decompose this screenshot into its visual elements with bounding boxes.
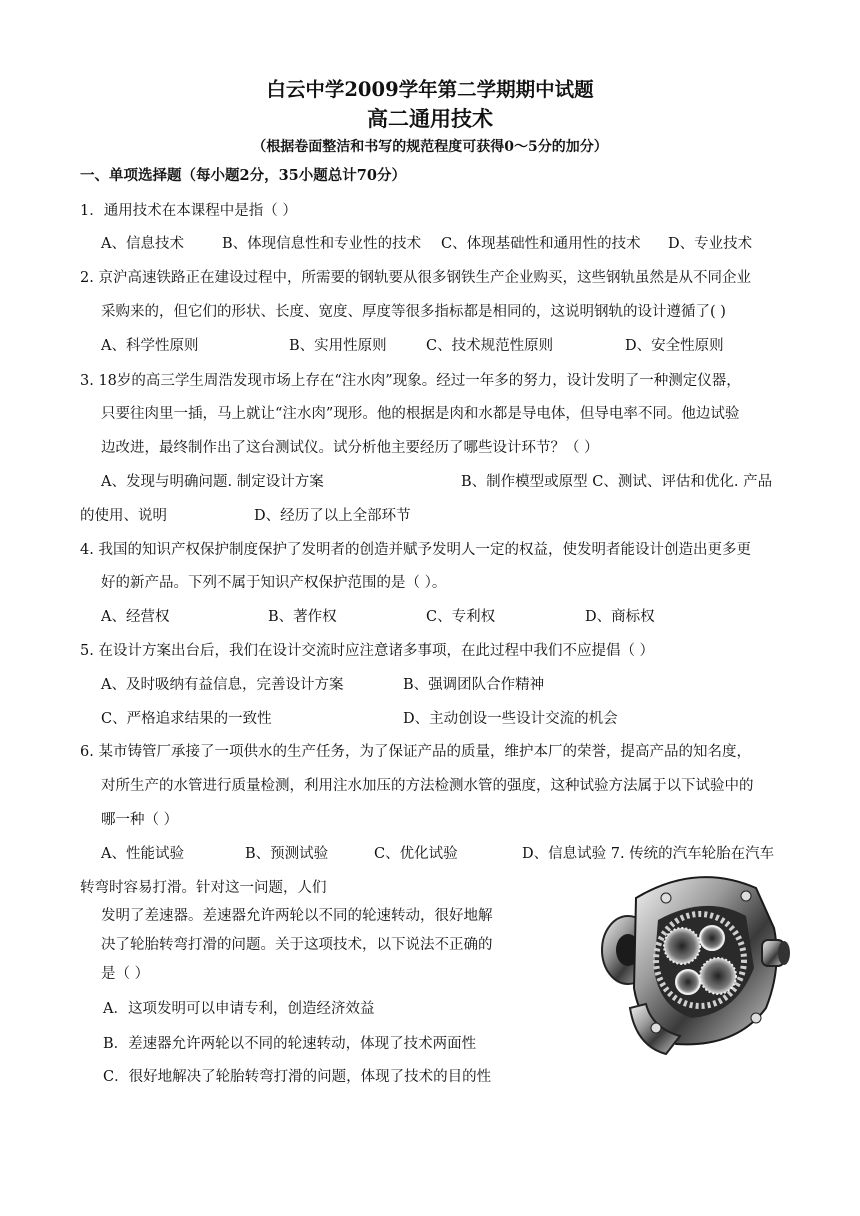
question-3-option-d: D、经历了以上全部环节 xyxy=(254,508,411,524)
question-1-option-c: C、体现基础性和通用性的技术 xyxy=(441,236,641,252)
question-3-option-a: A、发现与明确问题. 制定设计方案 xyxy=(101,474,324,490)
question-6-line-3: 哪一种（ ） xyxy=(101,812,179,828)
question-7-option-c: C．很好地解决了轮胎转弯打滑的问题，体现了技术的目的性 xyxy=(103,1069,492,1085)
question-1-option-a: A、信息技术 xyxy=(101,236,184,252)
question-3-line-1: 3. 18岁的高三学生周浩发现市场上存在“注水肉”现象。经过一年多的努力，设计发明了一种测定仪器， xyxy=(80,373,741,389)
question-2-option-d: D、安全性原则 xyxy=(625,338,724,354)
question-7-line-3: 决了轮胎转弯打滑的问题。关于这项技术，以下说法不正确的 xyxy=(101,937,493,953)
question-3-line-3: 边改进，最终制作出了这台测试仪。试分析他主要经历了哪些设计环节？（ ） xyxy=(101,440,599,456)
section-heading: 一、单项选择题（每小题2分，35小题总计70分） xyxy=(80,167,406,184)
question-2-option-a: A、科学性原则 xyxy=(101,338,199,354)
question-4-option-a: A、经营权 xyxy=(101,609,170,625)
question-6-option-c: C、优化试验 xyxy=(374,846,458,862)
question-5-line-1: 5. 在设计方案出台后，我们在设计交流时应注意诸多事项，在此过程中我们不应提倡（ ） xyxy=(80,643,655,659)
question-6-option-b: B、预测试验 xyxy=(245,846,329,862)
question-7-option-b: B．差速器允许两轮以不同的轮速转动，体现了技术两面性 xyxy=(103,1036,477,1052)
question-3-option-bc: B、制作模型或原型 C、测试、评估和优化. 产品 xyxy=(461,474,773,490)
subject-title: 高二通用技术 xyxy=(367,106,493,131)
question-6-line-1: 6. 某市铸管厂承接了一项供水的生产任务，为了保证产品的质量，维护本厂的荣誉，提高产品的知名度， xyxy=(80,744,751,760)
question-1-option-d: D、专业技术 xyxy=(668,236,753,252)
question-1-option-b: B、体现信息性和专业性的技术 xyxy=(222,236,422,252)
question-3-option-continued: 的使用、说明 xyxy=(80,508,167,524)
question-1-stem: 1．通用技术在本课程中是指（ ） xyxy=(80,203,297,219)
question-4-option-c: C、专利权 xyxy=(426,609,496,625)
question-2-line-1: 2. 京沪高速铁路正在建设过程中，所需要的钢轨要从很多钢铁生产企业购买，这些钢轨虽然是从不同企业 xyxy=(80,270,751,286)
question-2-line-2: 采购来的，但它们的形状、长度、宽度、厚度等很多指标都是相同的，这说明钢轨的设计遵循了( ) xyxy=(101,304,726,320)
question-7-line-4: 是（ ） xyxy=(101,966,150,982)
question-6-line-2: 对所生产的水管进行质量检测，利用注水加压的方法检测水管的强度，这种试验方法属于以下试验中的 xyxy=(101,778,754,794)
exam-title: 白云中学2009学年第二学期期中试题 xyxy=(266,78,594,101)
question-4-option-d: D、商标权 xyxy=(585,609,655,625)
question-2-option-c: C、技术规范性原则 xyxy=(426,338,554,354)
question-4-line-2: 好的新产品。下列不属于知识产权保护范围的是（ ）。 xyxy=(101,575,447,591)
question-4-line-1: 4. 我国的知识产权保护制度保护了发明者的创造并赋予发明人一定的权益，使发明者能设计创造出更多更 xyxy=(80,542,751,558)
question-5-option-b: B、强调团队合作精神 xyxy=(403,677,545,693)
question-6-option-a: A、性能试验 xyxy=(101,846,184,862)
question-3-line-2: 只要往肉里一插，马上就让“注水肉”现形。他的根据是肉和水都是导电体，但导电率不同。他边试验 xyxy=(101,406,740,422)
question-5-option-d: D、主动创设一些设计交流的机会 xyxy=(403,711,618,727)
question-5-option-a: A、及时吸纳有益信息，完善设计方案 xyxy=(101,677,344,693)
question-7-line-1: 转弯时容易打滑。针对这一问题，人们 xyxy=(80,880,327,896)
question-4-option-b: B、著作权 xyxy=(268,609,337,625)
question-6-option-d: D、信息试验 7. 传统的汽车轮胎在汽车 xyxy=(522,846,775,862)
question-5-option-c: C、严格追求结果的一致性 xyxy=(101,711,272,727)
question-2-option-b: B、实用性原则 xyxy=(289,338,387,354)
question-7-option-a: A．这项发明可以申请专利，创造经济效益 xyxy=(103,1001,375,1017)
bonus-note: （根据卷面整洁和书写的规范程度可获得0～5分的加分） xyxy=(252,139,608,155)
question-7-line-2: 发明了差速器。差速器允许两轮以不同的轮速转动，很好地解 xyxy=(101,908,493,924)
differential-image xyxy=(596,858,792,1062)
